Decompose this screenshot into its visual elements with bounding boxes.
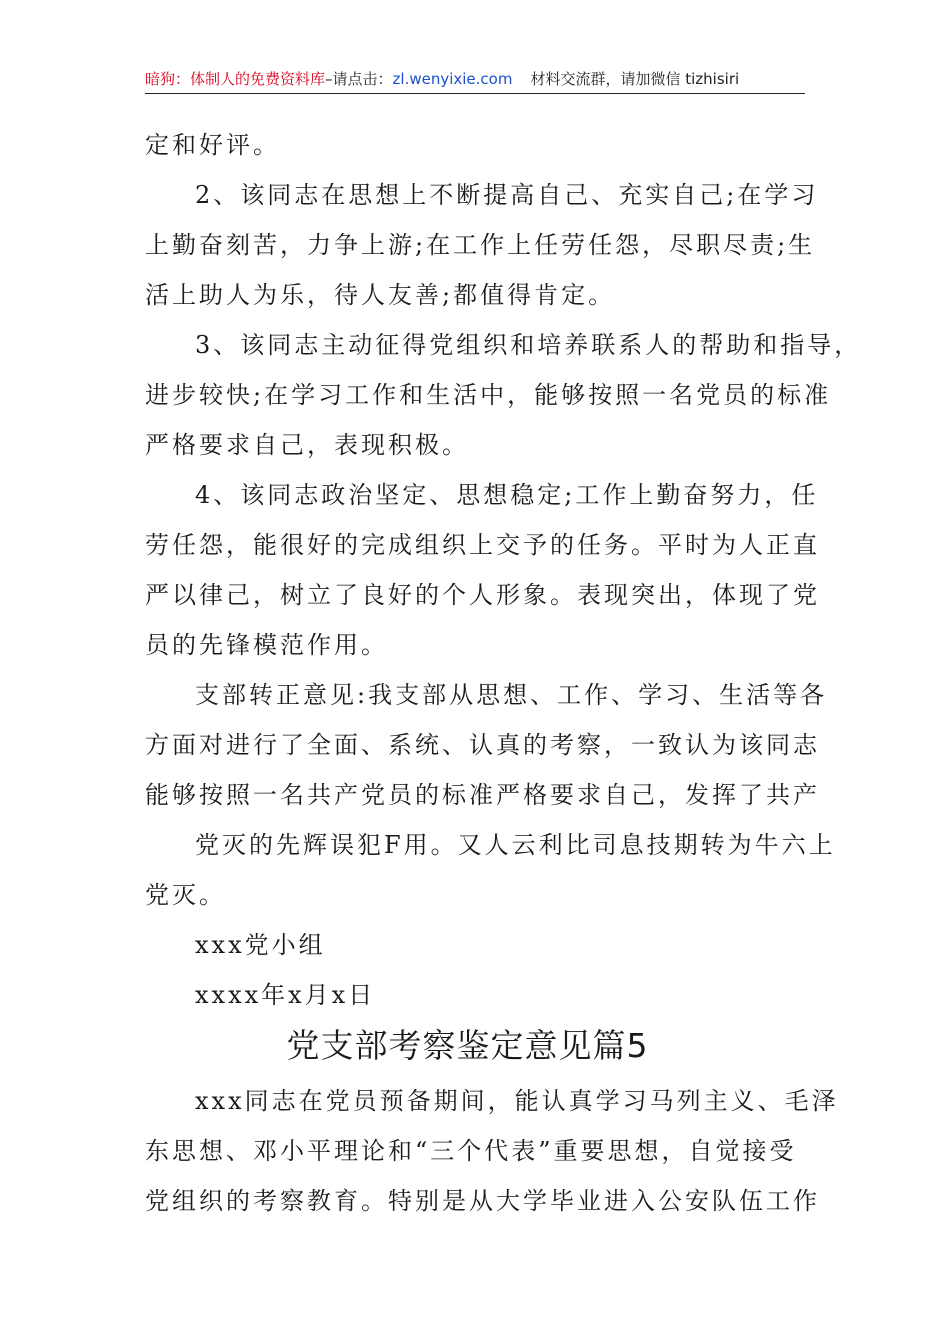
paragraph-line: 2、该同志在思想上不断提高自己、充实自己;在学习 xyxy=(195,181,819,209)
paragraph-line: 定和好评。 xyxy=(145,131,280,159)
paragraph-line: 4、该同志政治坚定、思想稳定;工作上勤奋努力，任 xyxy=(195,481,819,509)
paragraph-line: xxx同志在党员预备期间，能认真学习马列主义、毛泽 xyxy=(195,1087,839,1115)
paragraph-line: 党组织的考察教育。特别是从大学毕业进入公安队伍工作 xyxy=(145,1187,820,1215)
paragraph-line: 活上助人为乐，待人友善;都值得肯定。 xyxy=(145,281,616,309)
header-divider xyxy=(145,93,805,94)
paragraph-line: 进步较快;在学习工作和生活中，能够按照一名党员的标准 xyxy=(145,381,832,409)
paragraph-line: 员的先锋模范作用。 xyxy=(145,631,388,659)
paragraph-line: 严格要求自己，表现积极。 xyxy=(145,431,469,459)
paragraph-line: 3、该同志主动征得党组织和培养联系人的帮助和指导， xyxy=(195,331,862,359)
site-link[interactable]: zl.wenyixie.com xyxy=(392,70,513,88)
signature-group: xxx党小组 xyxy=(195,931,326,959)
paragraph-line: 东思想、邓小平理论和“三个代表”重要思想，自觉接受 xyxy=(145,1137,797,1165)
click-prompt: –请点击： xyxy=(325,70,393,88)
signature-date: xxxx年x月x日 xyxy=(195,981,376,1009)
watermark-header xyxy=(145,66,805,92)
paragraph-line: 劳任怨，能很好的完成组织上交予的任务。平时为人正直 xyxy=(145,531,820,559)
site-label: 暗狗：体制人的免费资料库 xyxy=(145,70,326,88)
paragraph-line: 能够按照一名共产党员的标准严格要求自己，发挥了共产 xyxy=(145,781,820,809)
section-title: 党支部考察鉴定意见篇5 xyxy=(286,1026,649,1065)
paragraph-line: 党灭。 xyxy=(145,881,226,909)
paragraph-line: 支部转正意见:我支部从思想、工作、学习、生活等各 xyxy=(195,681,828,709)
paragraph-line: 严以律己，树立了良好的个人形象。表现突出，体现了党 xyxy=(145,581,820,609)
paragraph-line: 上勤奋刻苦，力争上游;在工作上任劳任怨，尽职尽责;生 xyxy=(145,231,816,259)
group-info: 材料交流群，请加微信 tizhisiri xyxy=(530,70,740,88)
paragraph-line: 党灭的先辉误犯F用。又人云利比司息技期转为牛六上 xyxy=(195,831,836,859)
document-body xyxy=(145,120,862,1226)
paragraph-line: 方面对进行了全面、系统、认真的考察，一致认为该同志 xyxy=(145,731,820,759)
